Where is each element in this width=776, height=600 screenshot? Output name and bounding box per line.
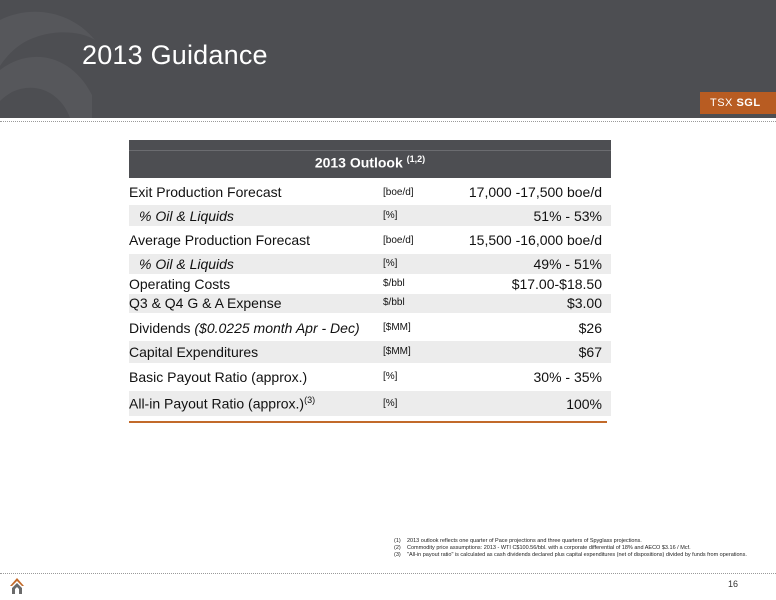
- row-value: 49% - 51%: [533, 256, 602, 272]
- row-unit: [%]: [383, 258, 398, 269]
- footnote-text: "All-in payout ratio" is calculated as cash dividends declared plus capital expenditures (net of dispositions) divided by funds from operations.: [407, 552, 747, 558]
- row-value: $17.00-$18.50: [511, 276, 602, 292]
- footer-divider: [0, 573, 776, 574]
- ticker-badge: [700, 92, 776, 114]
- footnote-number: (2): [394, 545, 401, 551]
- header-divider: [0, 121, 776, 122]
- table-row: [129, 228, 611, 252]
- row-unit: [$MM]: [383, 346, 411, 357]
- footnote-text: Commodity price assumptions: 2013 - WTI C$100.56/bbl. with a corporate differential of 18% and AECO $3.16 / Mcf.: [407, 545, 691, 551]
- row-value: 30% - 35%: [533, 369, 602, 385]
- ticker-symbol: SGL: [736, 97, 761, 109]
- row-unit: [boe/d]: [383, 235, 414, 246]
- row-unit: [$MM]: [383, 322, 411, 333]
- footnote-number: (3): [394, 552, 401, 558]
- row-label-main: Dividends: [129, 320, 195, 336]
- row-label: Exit Production Forecast: [129, 184, 282, 200]
- footnote-number: (1): [394, 538, 401, 544]
- footnote-text: 2013 outlook reflects one quarter of Pace projections and three quarters of Spyglass projections.: [407, 538, 642, 544]
- row-label: Average Production Forecast: [129, 232, 311, 248]
- row-unit: [boe/d]: [383, 187, 414, 198]
- row-label: % Oil & Liquids: [139, 208, 234, 224]
- footnote: [394, 545, 754, 552]
- spyglass-logo-icon: [10, 578, 24, 594]
- row-label-footnote: (3): [304, 395, 316, 405]
- ticker-exchange: TSX: [710, 97, 733, 109]
- row-unit: [%]: [383, 398, 398, 409]
- row-unit: [%]: [383, 210, 398, 221]
- row-label: Basic Payout Ratio (approx.): [129, 369, 308, 385]
- footnotes: [394, 538, 754, 559]
- row-value: 100%: [566, 396, 602, 412]
- row-unit: [%]: [383, 371, 398, 382]
- row-value: $67: [578, 344, 602, 360]
- table-row: [129, 314, 611, 340]
- table-row: [129, 275, 611, 293]
- table-header-rule: [129, 150, 611, 151]
- table-row: [129, 294, 611, 313]
- table-row: [129, 254, 611, 274]
- row-unit: $/bbl: [383, 297, 405, 308]
- slide-header: [0, 0, 776, 118]
- page-title: 2013 Guidance: [82, 40, 268, 70]
- table-header: [129, 140, 611, 178]
- table-row: [129, 205, 611, 226]
- row-label: [129, 395, 315, 412]
- row-label: Operating Costs: [129, 276, 231, 292]
- row-value: 15,500 -16,000 boe/d: [468, 232, 602, 248]
- table-title-text: 2013 Outlook: [314, 154, 403, 171]
- row-unit: $/bbl: [383, 278, 405, 289]
- row-label-note: ($0.0225 month Apr - Dec): [194, 320, 360, 336]
- table-bottom-rule: [129, 421, 607, 423]
- table-row: [129, 391, 611, 416]
- row-label: [129, 320, 360, 336]
- table-title: [129, 154, 611, 171]
- row-value: 51% - 53%: [533, 208, 602, 224]
- footnote: [394, 552, 754, 559]
- row-label-main: All-in Payout Ratio (approx.): [129, 395, 305, 412]
- row-label: Capital Expenditures: [129, 344, 259, 360]
- row-value: $3.00: [566, 295, 602, 311]
- footnote: [394, 538, 754, 545]
- row-label: Q3 & Q4 G & A Expense: [129, 295, 282, 311]
- table-title-footnote: (1,2): [406, 154, 426, 164]
- table-row: [129, 180, 611, 204]
- page-number: 16: [728, 579, 739, 589]
- table-row: [129, 364, 611, 390]
- row-value: $26: [578, 320, 602, 336]
- row-value: 17,000 -17,500 boe/d: [468, 184, 602, 200]
- table-row: [129, 341, 611, 363]
- row-label: % Oil & Liquids: [139, 256, 234, 272]
